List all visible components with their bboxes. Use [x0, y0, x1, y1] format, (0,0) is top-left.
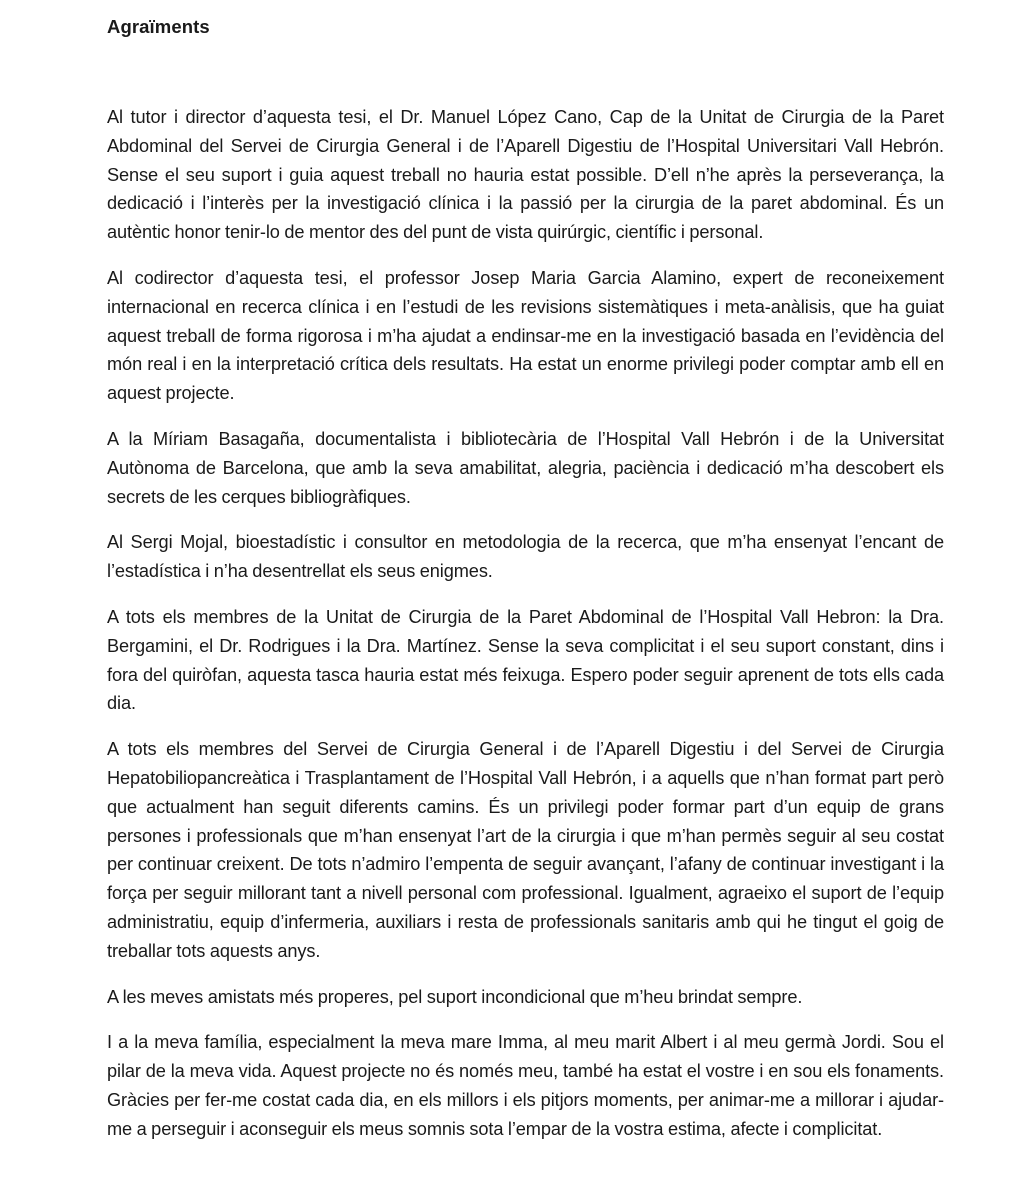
paragraph-family: I a la meva família, especialment la meva mare Imma, al meu marit Albert i al meu germà Jordi. Sou el pilar de la meva vida. Aquest projecte no és només meu, també ha estat el vostre i en sou els fonaments. Gràcies per fer-me costat cada dia, en els millors i els pitjors moments, per animar-me a millorar i ajudar-me a perseguir i aconseguir els meus somnis sota l’empar de la vostra estima, afecte i complicitat.: [107, 1032, 944, 1139]
paragraph-codirector: Al codirector d’aquesta tesi, el professor Josep Maria Garcia Alamino, expert de reconeixement internacional en recerca clínica i en l’estudi de les revisions sistemàtiques i meta-anàlisis, que ha guiat aquest treball de forma rigorosa i m’ha ajudat a endinsar-me en la investigació basada en l’evidència del món real i en la interpretació crítica dels resultats. Ha estat un enorme privilegi poder comptar amb ell en aquest projecte.: [107, 267, 944, 404]
document-body: [107, 103, 944, 1161]
paragraph-librarian: A la Míriam Basagaña, documentalista i bibliotecària de l’Hospital Vall Hebrón i de la Universitat Autònoma de Barcelona, que amb la seva amabilitat, alegria, paciència i dedicació m’ha descobert els secrets de les cerques bibliogràfiques.: [107, 428, 944, 507]
paragraph-surgery-unit: A tots els membres de la Unitat de Cirurgia de la Paret Abdominal de l’Hospital Vall Hebron: la Dra. Bergamini, el Dr. Rodrigues i la Dra. Martínez. Sense la seva complicitat i el seu suport constant, dins i fora del quiròfan, aquesta tasca hauria estat més feixuga. Espero poder seguir aprenent de tots ells cada dia.: [107, 606, 944, 714]
paragraph-surgery-service: A tots els membres del Servei de Cirurgia General i de l’Aparell Digestiu i del Servei de Cirurgia Hepatobiliopancreàtica i Trasplantament de l’Hospital Vall Hebrón, i a aquells que n’han format part però que actualment han seguit diferents camins. És un privilegi poder formar part d’un equip de grans persones i professionals que m’han ensenyat l’art de la cirurgia i que m’han permès seguir al seu costat per continuar creixent. De tots n’admiro l’empenta de seguir avançant, l’afany de continuar investigant i la força per seguir millorant tant a nivell personal com professional. Igualment, agraeixo el suport de l’equip administratiu, equip d’infermeria, auxiliars i resta de professionals sanitaris amb qui he tingut el goig de treballar tots aquests anys.: [107, 739, 944, 961]
paragraph-friends: A les meves amistats més properes, pel suport incondicional que m’heu brindat sempre.: [107, 986, 803, 1007]
page-title: Agraïments: [107, 16, 210, 37]
paragraph-tutor: Al tutor i director d’aquesta tesi, el Dr. Manuel López Cano, Cap de la Unitat de Cirurgia de la Paret Abdominal del Servei de Cirurgia General i de l’Aparell Digestiu de l’Hospital Universitari Vall Hebrón. Sense el seu suport i guia aquest treball no hauria estat possible. D’ell n’he après la perseverança, la dedicació i l’interès per la investigació clínica i la passió per la cirurgia de la paret abdominal. És un autèntic honor tenir-lo de mentor des del punt de vista quirúrgic, científic i personal.: [107, 107, 944, 243]
paragraph-biostatistician: Al Sergi Mojal, bioestadístic i consultor en metodologia de la recerca, que m’ha ensenyat l’encant de l’estadística i n’ha desentrellat els seus enigmes.: [107, 532, 944, 582]
